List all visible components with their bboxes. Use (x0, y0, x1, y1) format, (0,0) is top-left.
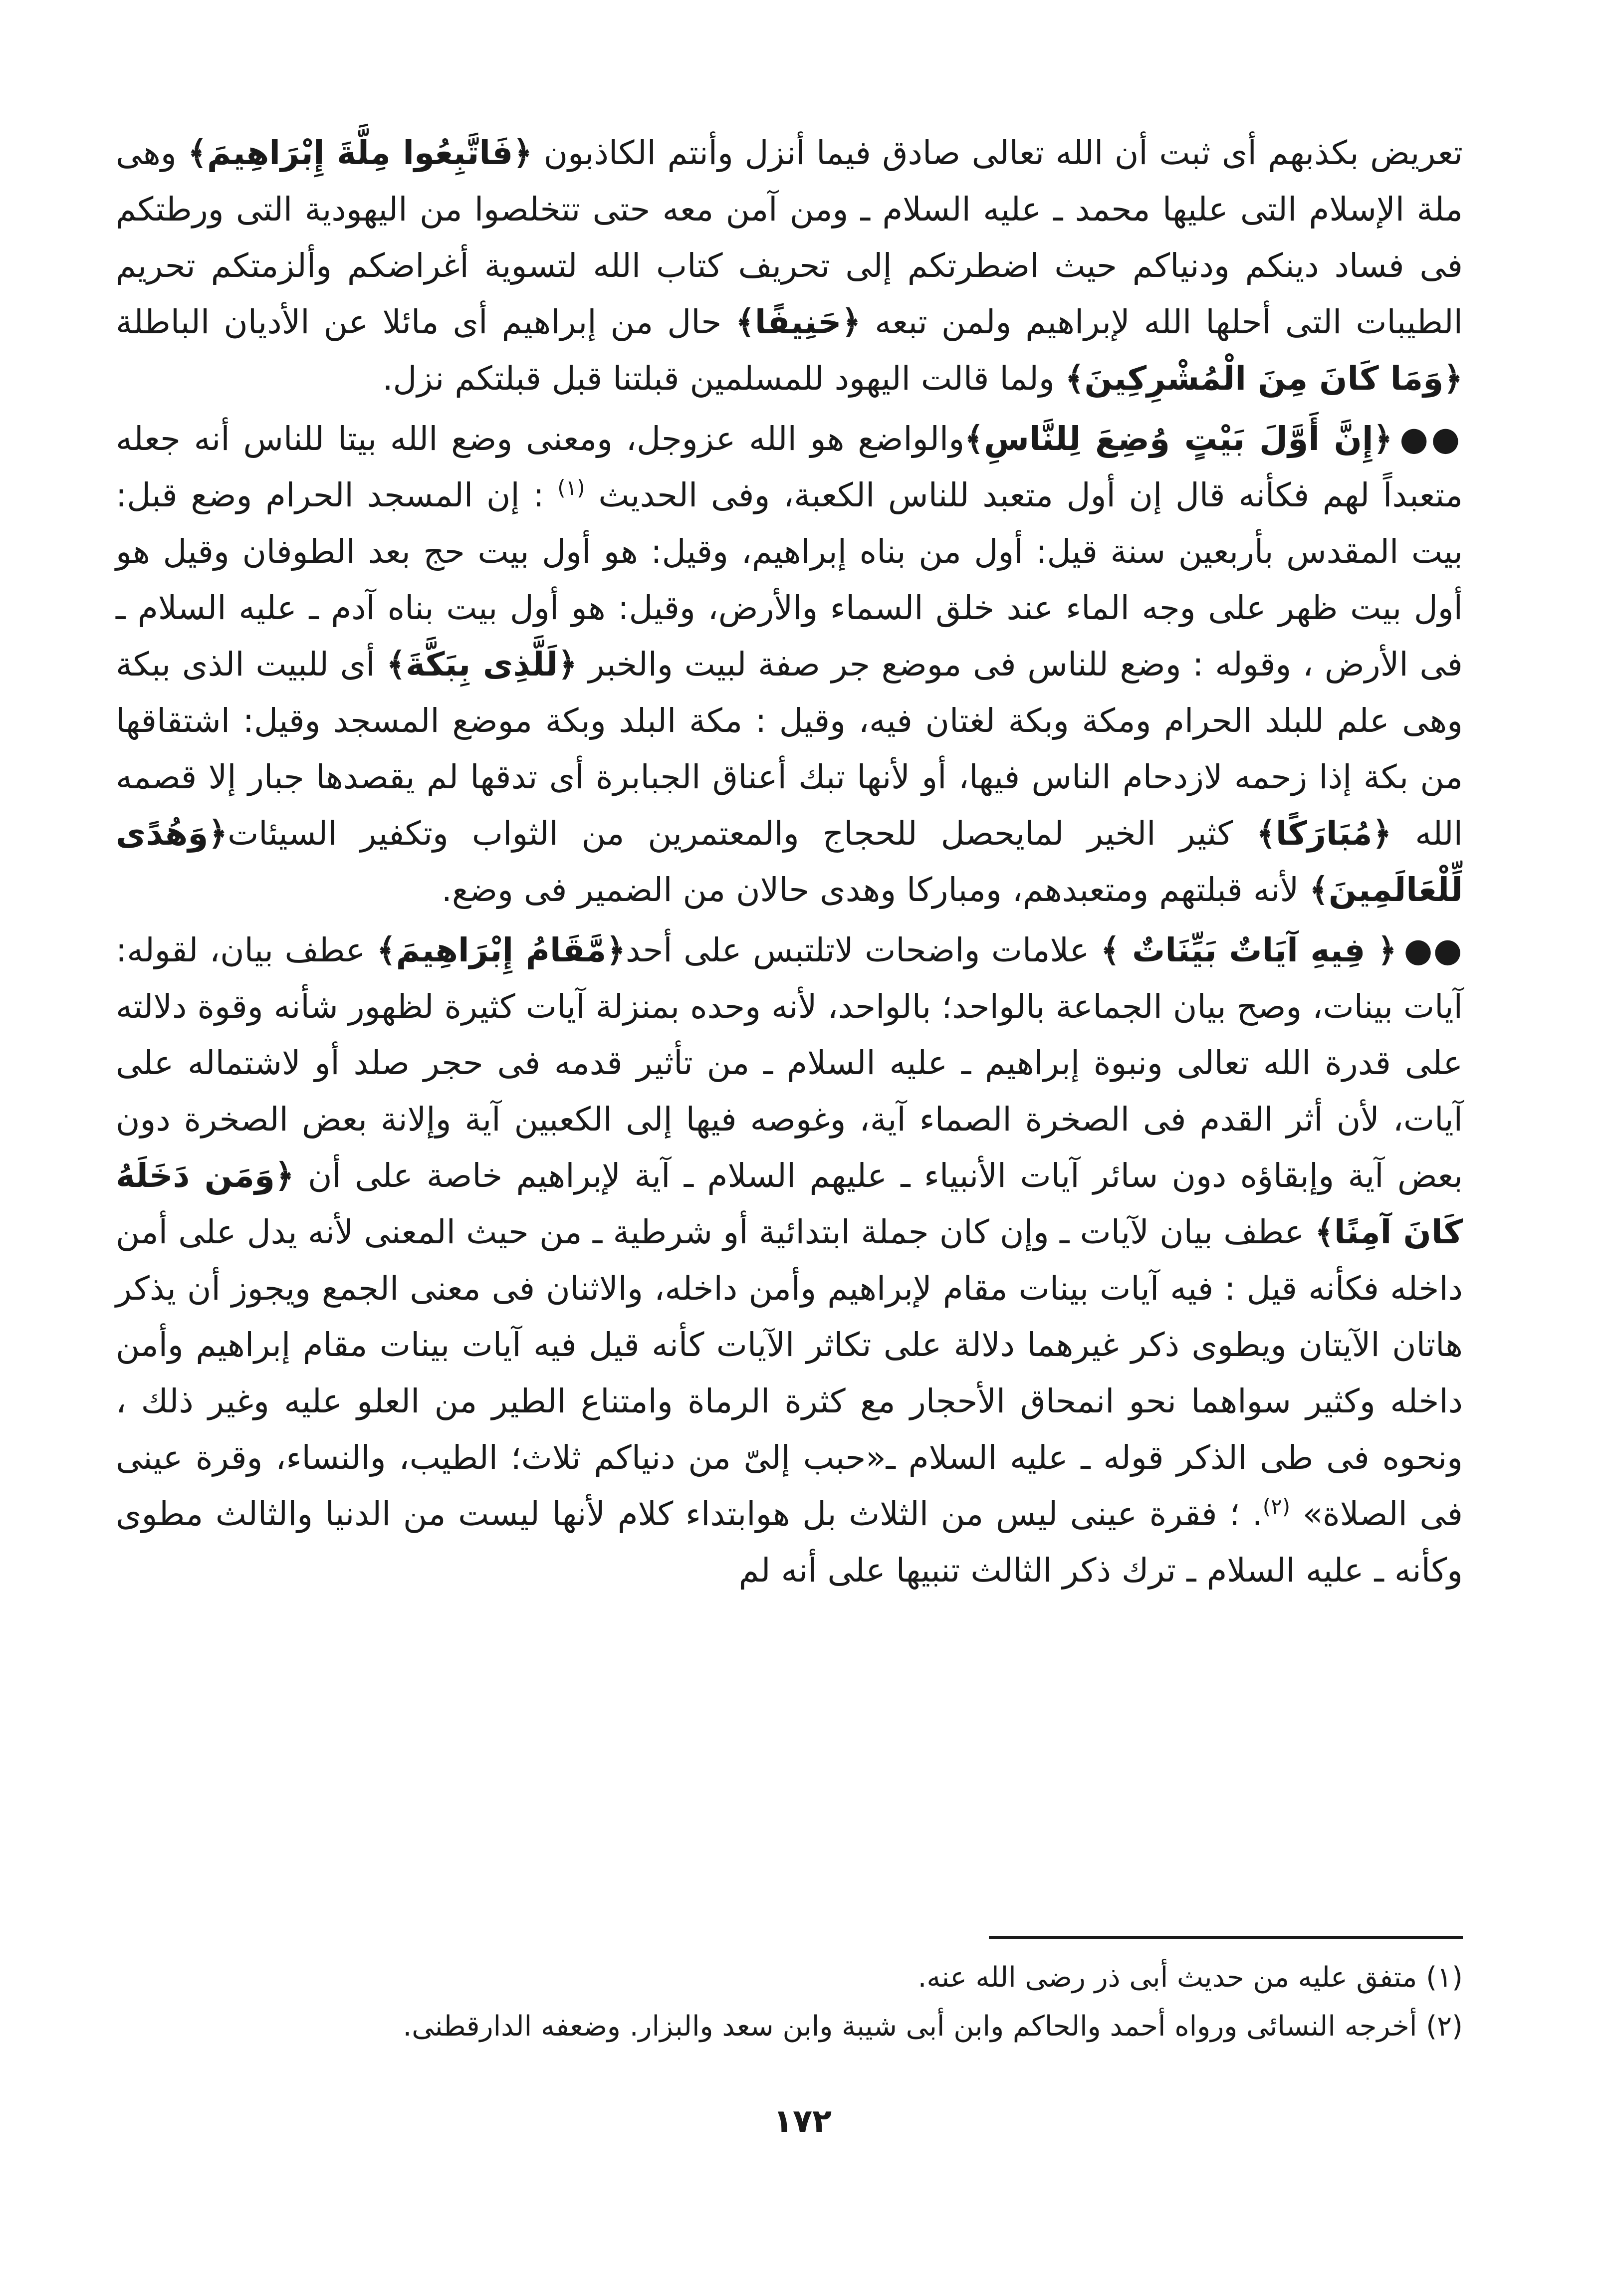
text-segment: حال من إبراهيم أى مائلا عن الأديان الباطلة (116, 303, 736, 341)
text-segment: عطف بيان، لقوله: آيات بينات، وصح بيان الجماعة بالواحد؛ بالواحد، لأنه وحده بمنزلة آيات كثيرة لظهور شأنه وقوة دلالته على قدرة الله تعالى ونبوة إبراهيم ـ عليه السلام ـ من تأثير قدمه فى حجر صلد أو لاشتماله على آيات، لأن أثر القدم فى الصخرة الصماء آية، وغوصه فيها إلى الكعبين آية وإلانة بعض الصخرة دون بعض آية وإبقاؤه دون سائر آيات الأنبياء ـ عليهم السلام ـ آية لإبراهيم خاصة على أن (116, 931, 1463, 1195)
text-segment: . ؛ فقرة عينى ليس من الثلاث بل هوابتداء كلام لأنها ليست من الدنيا والثالث مطوى وكأنه ـ عليه السلام ـ ترك ذكر الثالث تنبيها على أنه لم (116, 1495, 1463, 1590)
quran-verse: ﴿إِنَّ أَوَّلَ بَيْتٍ وُضِعَ لِلنَّاسِ﴾ (964, 420, 1393, 458)
footnote-ref: (٢) (1262, 1494, 1291, 1519)
quran-verse: ﴿مَّقَامُ إِبْرَاهِيمَ﴾ (376, 931, 626, 969)
quran-verse: ﴿ فِيهِ آيَاتٌ بَيِّنَاتٌ ﴾ (1100, 931, 1397, 969)
text-segment: لأنه قبلتهم ومتعبدهم، ومباركا وهدى حالان من الضمير فى وضع. (441, 871, 1310, 909)
footnote-ref: (١) (557, 475, 585, 500)
quran-verse: ﴿مُبَارَكًا﴾ (1256, 814, 1392, 853)
paragraph-1 (116, 125, 1463, 407)
text-segment: كثير الخير لمايحصل للحجاج والمعتمرين من الثواب وتكفير السيئات (228, 814, 1257, 853)
paragraph-bullet: ●● (1399, 420, 1463, 458)
paragraph-2 (116, 411, 1463, 918)
text-segment: : إن المسجد الحرام وضع قبل: بيت المقدس بأربعين سنة قيل: أول من بناه إبراهيم، وقيل: هو أول بيت حج بعد الطوفان وقيل هو أول بيت ظهر على وجه الماء عند خلق السماء والأرض، وقيل: هو أول بيت بناه آدم ـ عليه السلام ـ فى الأرض ، وقوله : وضع للناس فى موضع جر صفة لبيت والخبر (116, 476, 1463, 684)
footnote-1: (١) متفق عليه من حديث أبى ذر رضى الله عنه. (917, 1961, 1463, 1994)
footnote-2: (٢) أخرجه النسائى ورواه أحمد والحاكم وابن أبى شيبة وابن سعد والبزار. وضعفه الدارقطنى. (403, 2010, 1463, 2043)
footnote-divider (989, 1936, 1463, 1939)
quran-verse: ﴿لَلَّذِى بِبَكَّةَ﴾ (386, 645, 577, 684)
text-segment: وهى ملة الإسلام التى عليها محمد ـ عليه السلام ـ ومن آمن معه حتى تتخلصوا من اليهودية التى ورطتكم فى فساد دينكم ودنياكم حيث اضطرتكم إلى تحريف كتاب الله لتسوية أغراضكم وألزمتكم تحريم الطيبات التى أحلها الله لإبراهيم ولمن تبعه (116, 134, 1463, 341)
text-segment: ولما قالت اليهود للمسلمين قبلتنا قبل قبلتكم نزل. (382, 359, 1065, 398)
paragraph-bullet: ●● (1403, 931, 1463, 969)
paragraph-3 (116, 922, 1463, 1599)
text-segment: أى للبيت الذى ببكة وهى علم للبلد الحرام ومكة وبكة لغتان فيه، وقيل : مكة البلد وبكة موضع المسجد وقيل: اشتقاقها من بكة إذا زحمه لازدحام الناس فيها، أو لأنها تبك أعناق الجبابرة أى تدقها لم يقصدها جبار إلا قصمه الله (116, 645, 1463, 853)
text-segment: والواضع هو الله عزوجل، ومعنى وضع الله بيتا للناس أنه جعله متعبداً لهم فكأنه قال إن أول متعبد للناس الكعبة، وفى الحديث (116, 420, 1463, 514)
quran-verse: ﴿فَاتَّبِعُوا مِلَّةَ إِبْرَاهِيمَ﴾ (188, 134, 533, 172)
quran-verse: ﴿حَنِيفًا﴾ (735, 303, 861, 341)
text-segment: علامات واضحات لاتلتبس على أحد (625, 931, 1101, 969)
quran-verse: ﴿وَمَا كَانَ مِنَ الْمُشْرِكِينَ﴾ (1065, 359, 1463, 398)
quran-verse: ﴿وَهُدًى لِّلْعَالَمِينَ﴾ (116, 814, 1463, 909)
text-segment: تعريض بكذبهم أى ثبت أن الله تعالى صادق فيما أنزل وأنتم الكاذبون (532, 134, 1463, 172)
quran-verse: ﴿وَمَن دَخَلَهُ كَانَ آمِنًا﴾ (116, 1156, 1463, 1251)
text-segment: عطف بيان لآيات ـ وإن كان جملة ابتدائية أو شرطية ـ من حيث المعنى لأنه يدل على أمن داخله فكأنه قيل : فيه آيات بينات مقام لإبراهيم وأمن داخله، والاثنان فى معنى الجمع ويجوز أن يذكر هاتان الآيتان ويطوى ذكر غيرهما دلالة على تكاثر الآيات كأنه قيل فيه آيات بينات مقام إبراهيم وأمن داخله وكثير سواهما نحو انمحاق الأحجار مع كثرة الرماة وامتناع الطير من العلو عليه وغير ذلك ، ونحوه فى طى الذكر قوله ـ عليه السلام ـ«حبب إلىّ من دنياكم ثلاث؛ الطيب، والنساء، وقرة عينى فى الصلاة» (116, 1213, 1463, 1533)
footnotes (116, 1953, 1463, 2051)
page-number: ١٧٢ (773, 2103, 832, 2140)
main-text (116, 125, 1463, 1599)
